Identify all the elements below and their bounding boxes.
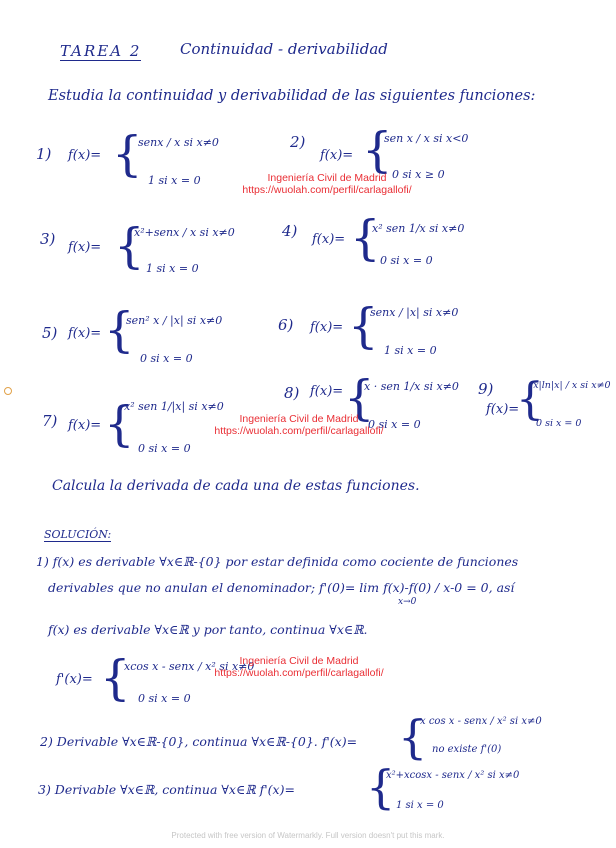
brace: {	[350, 210, 381, 266]
solution-1-line1: 1) f(x) es derivable ∀x∈ℝ-{0} por estar definida como cociente de funciones	[36, 554, 519, 569]
exercise-fx: f(x)=	[68, 148, 102, 163]
exercise-number: 8)	[284, 384, 300, 402]
watermark	[184, 655, 414, 679]
exercise-number: 7)	[42, 412, 58, 430]
exercise-fx: f(x)=	[68, 326, 102, 341]
watermark	[212, 172, 442, 196]
margin-mark-icon	[4, 387, 12, 395]
exercise-line1: senx / |x| si x≠0	[370, 306, 459, 319]
solution-1-deriv-line1: xcos x - senx / x² si x≠0	[124, 660, 255, 673]
exercise-fx: f(x)=	[68, 418, 102, 433]
solution-2-line1: x cos x - senx / x² si x≠0	[420, 716, 542, 727]
brace: {	[100, 650, 131, 706]
watermark-url: https://wuolah.com/perfil/carlagallofi/	[242, 184, 412, 196]
brace: {	[112, 126, 143, 182]
brace: {	[366, 760, 396, 814]
watermark-url: https://wuolah.com/perfil/carlagallofi/	[214, 667, 384, 679]
brace: {	[344, 370, 375, 426]
exercise-fx: f(x)=	[68, 240, 102, 255]
solution-2-line2: no existe f'(0)	[432, 744, 502, 755]
brace: {	[104, 396, 135, 452]
exercise-line2: 1 si x = 0	[146, 262, 199, 275]
watermark	[184, 413, 414, 437]
brace: {	[516, 374, 544, 425]
brace: {	[104, 302, 135, 358]
exercise-line2: 1 si x = 0	[148, 174, 201, 187]
solution-3-line1: x²+xcosx - senx / x² si x≠0	[386, 770, 520, 781]
exercise-number: 3)	[40, 230, 56, 248]
solution-1-line3: f(x) es derivable ∀x∈ℝ y por tanto, continua ∀x∈ℝ.	[48, 622, 368, 637]
exercise-line1: x² sen 1/x si x≠0	[372, 222, 465, 235]
exercise-line1: x² sen 1/|x| si x≠0	[124, 400, 224, 413]
exercise-number: 9)	[478, 380, 494, 398]
instruction-text: Estudia la continuidad y derivabilidad de las siguientes funciones:	[48, 88, 536, 104]
exercise-line2: 0 si x = 0	[138, 442, 191, 455]
exercise-line1: x²+senx / x si x≠0	[134, 226, 235, 239]
exercise-fx: f(x)=	[486, 402, 520, 417]
exercise-fx: f(x)=	[312, 232, 346, 247]
exercise-line2: 0 si x = 0	[536, 418, 582, 429]
solution-3-line2: 1 si x = 0	[396, 800, 444, 811]
solution-1-line2: derivables que no anulan el denominador; f'(0)= lim f(x)-f(0) / x-0 = 0, así	[48, 580, 515, 595]
exercise-line1: senx / x si x≠0	[138, 136, 219, 149]
exercise-line2: 0 si x = 0	[368, 418, 421, 431]
exercise-number: 4)	[282, 222, 298, 240]
exercise-number: 5)	[42, 324, 58, 342]
watermark-title: Ingeniería Civil de Madrid	[267, 172, 387, 184]
solution-2-text: 2) Derivable ∀x∈ℝ-{0}, continua ∀x∈ℝ-{0}. f'(x)=	[40, 734, 358, 749]
brace: {	[398, 710, 428, 764]
watermark-url: https://wuolah.com/perfil/carlagallofi/	[214, 425, 384, 437]
solution-1-limit-sub: x→0	[398, 597, 417, 607]
exercise-fx: f(x)=	[320, 148, 354, 163]
exercise-line2: 1 si x = 0	[384, 344, 437, 357]
assignment-subtitle: Continuidad - derivabilidad	[180, 40, 388, 58]
exercise-line2: 0 si x ≥ 0	[392, 168, 445, 181]
exercise-line1: x · sen 1/x si x≠0	[364, 380, 459, 393]
exercise-fx: f(x)=	[310, 320, 344, 335]
exercise-number: 1)	[36, 145, 52, 163]
brace: {	[348, 298, 379, 354]
exercise-line2: 0 si x = 0	[380, 254, 433, 267]
solution-1-deriv-fx: f'(x)=	[56, 672, 93, 687]
footer-notice: Protected with free version of Watermarkly. Full version doesn't put this mark.	[171, 831, 445, 840]
exercise-number: 2)	[290, 133, 306, 151]
solution-3-text: 3) Derivable ∀x∈ℝ, continua ∀x∈ℝ f'(x)=	[38, 782, 295, 797]
watermark-title: Ingeniería Civil de Madrid	[239, 413, 359, 425]
solution-1-deriv-line2: 0 si x = 0	[138, 692, 191, 705]
solution-heading: SOLUCIÓN:	[44, 528, 112, 541]
exercise-line1: |x|ln|x| / x si x≠0	[530, 380, 611, 391]
derivative-instruction: Calcula la derivada de cada una de estas funciones.	[52, 478, 420, 494]
exercise-line1: sen x / x si x<0	[384, 132, 469, 145]
exercise-fx: f(x)=	[310, 384, 344, 399]
brace: {	[362, 122, 393, 178]
brace: {	[114, 218, 145, 274]
watermark-title: Ingeniería Civil de Madrid	[239, 655, 359, 667]
exercise-line2: 0 si x = 0	[140, 352, 193, 365]
exercise-number: 6)	[278, 316, 294, 334]
exercise-line1: sen² x / |x| si x≠0	[126, 314, 223, 327]
assignment-title: TAREA 2	[60, 42, 142, 60]
